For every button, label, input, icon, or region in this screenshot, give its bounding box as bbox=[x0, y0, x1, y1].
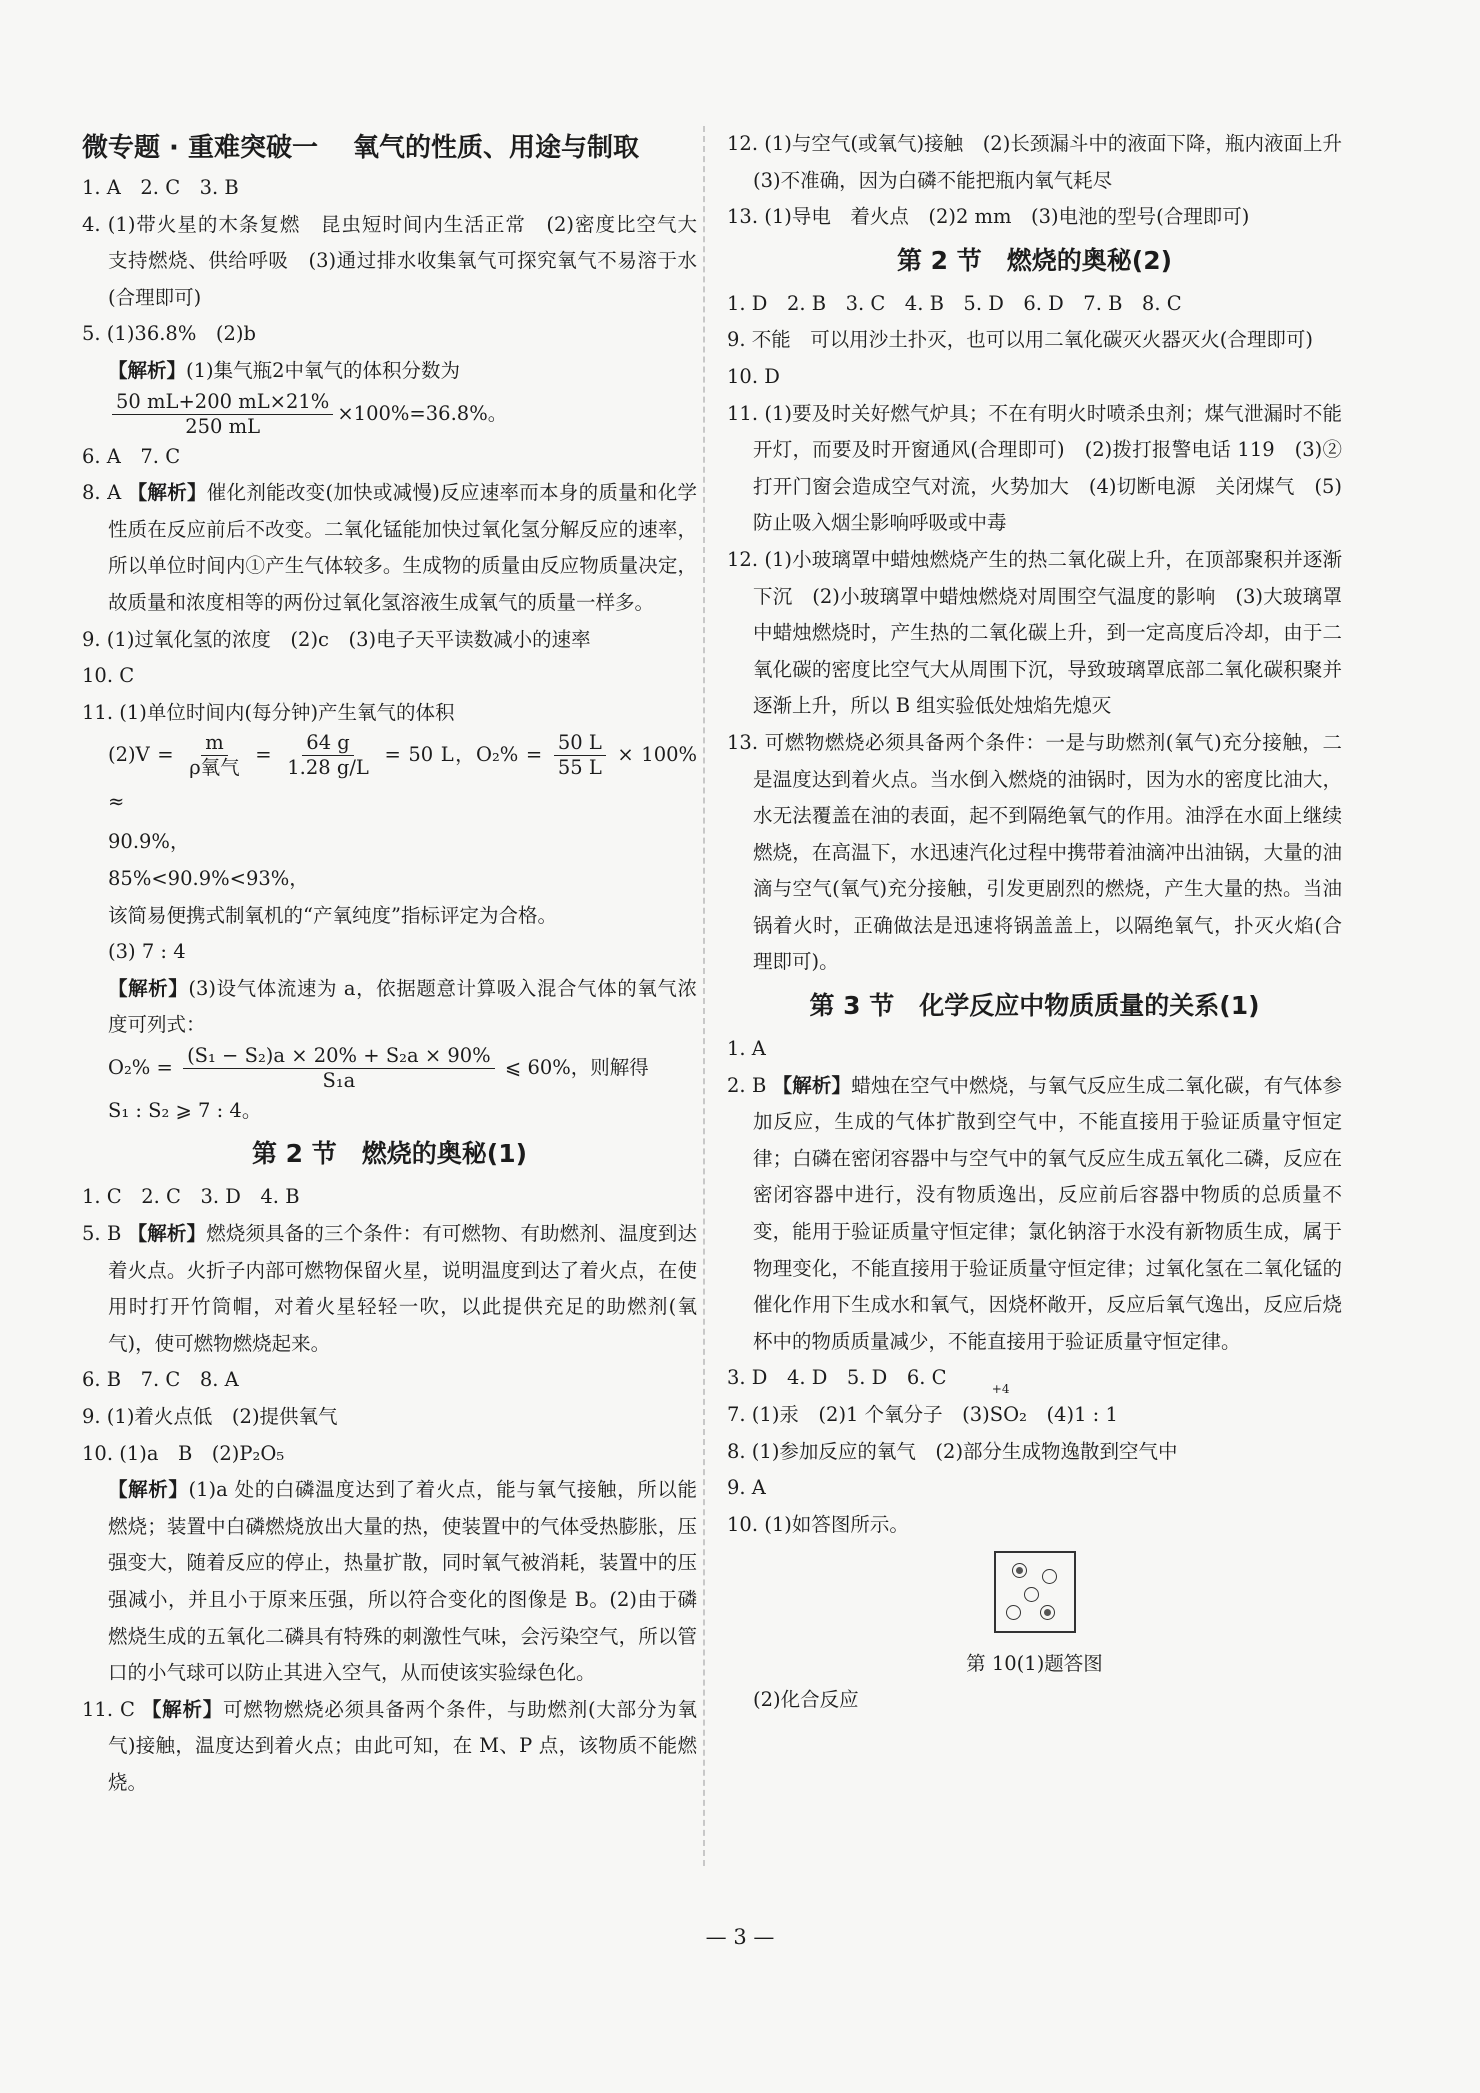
answer-text: 2. B bbox=[727, 1073, 767, 1097]
analysis-text: (3)设气体流速为 a，依据题意计算吸入混合气体的氧气浓度可列式： bbox=[108, 976, 697, 1037]
answer-q11-line: S₁ : S₂ ⩾ 7 : 4。 bbox=[108, 1098, 262, 1122]
answer-q5: 5. (1)36.8% (2)b bbox=[82, 322, 256, 346]
fraction-numerator: m bbox=[201, 731, 228, 756]
fraction-denominator: ρ氧气 bbox=[189, 756, 240, 780]
formula-text: O₂% = bbox=[108, 1055, 173, 1079]
answer-q9: 9. 不能 可以用沙土扑灭，也可以用二氧化碳灭火器灭火(合理即可) bbox=[727, 328, 1314, 352]
fraction-numerator: 50 mL+200 mL×21% bbox=[112, 390, 333, 415]
section-title-oxygen: 微专题 · 重难突破一 氧气的性质、用途与制取 bbox=[82, 133, 640, 163]
molecule-circle bbox=[1040, 1605, 1055, 1620]
fraction-numerator: (S₁ − S₂)a × 20% + S₂a × 90% bbox=[183, 1044, 495, 1069]
analysis-q10 bbox=[82, 1472, 697, 1692]
valence-formula bbox=[989, 1382, 1027, 1434]
answer-figure bbox=[727, 1551, 1342, 1682]
molecule-circle bbox=[1042, 1569, 1057, 1584]
formula-q5 bbox=[82, 390, 697, 439]
answer-text: 5. B bbox=[82, 1222, 122, 1246]
analysis-text: 蜡烛在空气中燃烧，与氧气反应生成二氧化碳，有气体参加反应，生成的气体扩散到空气中，不能直接用于验证质量守恒定律；白磷在密闭容器中与空气中的氧气反应生成五氧化二磷，反应在密闭容器中进行，没有物质逸出，反应前后容器中物质的总质量不变，能用于验证质量守恒定律；氯化钠溶于水没有新物质生成，属于物理变化，不能直接用于验证质量守恒定律；过氧化氢在二氧化锰的催化作用下生成水和氧气，因烧杯敞开，反应后氧气逸出，反应后烧杯中的物质质量减少，不能直接用于验证质量守恒定律。 bbox=[753, 1073, 1342, 1353]
answer-line: 1. C 2. C 3. D 4. B bbox=[82, 1185, 300, 1209]
fraction bbox=[112, 390, 333, 439]
answer-q4: 4. (1)带火星的木条复燃 昆虫短时间内生活正常 (2)密度比空气大 支持燃烧、供给呼吸 (3)通过排水收集氧气可探究氧气不易溶于水(合理即可) bbox=[82, 212, 717, 309]
analysis-text: 燃烧须具备的三个条件：有可燃物、有助燃剂、温度到达着火点。火折子内部可燃物保留火星，说明温度到达了着火点，在使用时打开竹筒帽，对着火星轻轻一吹，以此提供充足的助燃剂(氧气)，使可燃物燃烧起来。 bbox=[108, 1222, 697, 1355]
formula-tail: ×100%=36.8%。 bbox=[337, 401, 508, 425]
analysis-tag: 【解析】 bbox=[127, 1222, 207, 1246]
molecule-circle bbox=[1012, 1563, 1027, 1578]
answer-line: 6. A 7. C bbox=[82, 444, 181, 468]
fraction-numerator: 64 g bbox=[302, 731, 354, 756]
answer-line: 6. B 7. C 8. A bbox=[82, 1368, 239, 1392]
formula-q11-ratio bbox=[82, 1044, 697, 1093]
answer-q13: 13. (1)导电 着火点 (2)2 mm (3)电池的型号(合理即可) bbox=[727, 205, 1250, 229]
analysis-q11 bbox=[82, 971, 697, 1044]
left-column bbox=[82, 126, 717, 1802]
answer-q11-line: 该简易便携式制氧机的“产氧纯度”指标评定为合格。 bbox=[108, 903, 557, 927]
answer-q10: 10. C bbox=[82, 664, 135, 688]
fraction-denominator: 55 L bbox=[557, 756, 602, 780]
analysis-tag: 【解析】 bbox=[141, 1697, 224, 1721]
answer-q12: 12. (1)小玻璃罩中蜡烛燃烧产生的热二氧化碳上升，在顶部聚积并逐渐下沉 (2)小玻璃罩中蜡烛燃烧对周围空气温度的影响 (3)大玻璃罩中蜡烛燃烧时，产生热的二氧化碳上升，到一定高度后冷却，由于二氧化碳的密度比空气大从周围下沉，导致玻璃罩底部二氧化碳积聚并逐渐上升，所以 B 组实验低处烛焰先熄灭 bbox=[727, 547, 1342, 718]
column-divider bbox=[703, 126, 705, 1866]
answer-q11-1: 11. (1)单位时间内(每分钟)产生氧气的体积 bbox=[82, 700, 455, 724]
section-title-mass-relation: 第 3 节 化学反应中物质质量的关系(1) bbox=[809, 991, 1260, 1021]
chemical-formula: SO₂ bbox=[989, 1403, 1027, 1426]
fraction bbox=[185, 731, 243, 780]
valence-mark: +4 bbox=[991, 1382, 1010, 1396]
particle-diagram bbox=[994, 1551, 1076, 1633]
answer-text: 8. A bbox=[82, 481, 122, 505]
analysis-text: 催化剂能改变(加快或减慢)反应速率而本身的质量和化学性质在反应前后不改变。二氧化锰能加快过氧化氢分解反应的速率，所以单位时间内①产生气体较多。生成物的质量由反应物质量决定，故质量和浓度相等的两份过氧化氢溶液生成氧气的质量一样多。 bbox=[108, 481, 697, 614]
answer-q11-line: 85%<90.9%<93%， bbox=[108, 866, 309, 890]
answer-q10: 10. (1)a B (2)P₂O₅ bbox=[82, 1441, 285, 1465]
answer-q10-2: (2)化合反应 bbox=[753, 1687, 859, 1711]
analysis-text: (1)集气瓶2中氧气的体积分数为 bbox=[186, 358, 461, 382]
figure-caption: 第 10(1)题答图 bbox=[966, 1651, 1103, 1675]
fraction-numerator: 50 L bbox=[554, 731, 606, 756]
analysis-text: 可燃物燃烧必须具备两个条件，与助燃剂(大部分为氧气)接触，温度达到着火点；由此可知，在 M、P 点，该物质不能燃烧。 bbox=[108, 1697, 697, 1794]
fraction-denominator: 250 mL bbox=[185, 414, 261, 438]
answer-q11-line: 90.9%， bbox=[108, 830, 190, 854]
answer-q11-line: (3) 7 : 4 bbox=[108, 940, 186, 964]
answer-q10: 10. D bbox=[727, 364, 780, 388]
analysis-q5 bbox=[82, 353, 697, 390]
answer-line: 1. A 2. C 3. B bbox=[82, 176, 239, 199]
section-title-combustion-2: 第 2 节 燃烧的奥秘(2) bbox=[896, 245, 1173, 275]
answer-q10: 10. (1)如答图所示。 bbox=[727, 1512, 909, 1536]
analysis-tag: 【解析】 bbox=[108, 358, 187, 382]
answer-q11 bbox=[82, 1692, 697, 1802]
answer-q8 bbox=[82, 475, 697, 621]
formula-text: (2)V = bbox=[108, 743, 174, 767]
analysis-tag: 【解析】 bbox=[127, 481, 207, 505]
fraction bbox=[183, 1044, 495, 1093]
analysis-text: (1)a 处的白磷温度达到了着火点，能与氧气接触，所以能燃烧；装置中白磷燃烧放出大量的热，使装置中的气体受热膨胀，压强变大，随着反应的停止，热量扩散，同时氧气被消耗，装置中的压强减小，并且小于原来压强，所以符合变化的图像是 B。(2)由于磷燃烧生成的五氧化二磷具有特殊的刺激性气味，会污染空气，所以管口的小气球可以防止其进入空气，从而使该实验绿色化。 bbox=[108, 1478, 697, 1685]
answer-q2 bbox=[727, 1068, 1342, 1361]
analysis-tag: 【解析】 bbox=[108, 1478, 189, 1502]
formula-q11-volume bbox=[82, 731, 697, 824]
fraction-denominator: 1.28 g/L bbox=[287, 756, 369, 780]
answer-q11: 11. (1)要及时关好燃气炉具；不在有明火时喷杀虫剂；煤气泄漏时不能开灯，而要及时开窗通风(合理即可) (2)拨打报警电话 119 (3)② 打开门窗会造成空气对流，火势加大 (4)切断电源 关闭煤气 (5)防止吸入烟尘影响呼吸或中毒 bbox=[727, 401, 1362, 535]
formula-text: = bbox=[255, 743, 272, 767]
answer-q9: 9. (1)过氧化氢的浓度 (2)c (3)电子天平读数减小的速率 bbox=[82, 627, 591, 651]
section-title-combustion-1: 第 2 节 燃烧的奥秘(1) bbox=[251, 1139, 528, 1169]
right-column bbox=[727, 126, 1362, 1719]
analysis-tag: 【解析】 bbox=[108, 976, 189, 1000]
answer-q9: 9. A bbox=[727, 1476, 766, 1500]
fraction bbox=[283, 731, 373, 780]
answer-text: (4)1 : 1 bbox=[1026, 1403, 1118, 1426]
answer-line: 3. D 4. D 5. D 6. C bbox=[727, 1366, 947, 1390]
answer-q7 bbox=[727, 1382, 1342, 1434]
answer-q12: 12. (1)与空气(或氧气)接触 (2)长颈漏斗中的液面下降，瓶内液面上升 (3)不准确，因为白磷不能把瓶内氧气耗尽 bbox=[727, 132, 1362, 192]
page-number: — 3 — bbox=[705, 1925, 775, 1949]
fraction-denominator: S₁a bbox=[322, 1068, 356, 1092]
answer-text: 7. (1)汞 (2)1 个氧分子 (3) bbox=[727, 1403, 990, 1426]
formula-text: ⩽ 60%，则解得 bbox=[504, 1055, 649, 1079]
answer-text: 11. C bbox=[82, 1697, 135, 1721]
answer-q1: 1. A bbox=[727, 1037, 766, 1061]
molecule-circle bbox=[1024, 1587, 1039, 1602]
formula-text: × 100% ≈ bbox=[108, 743, 698, 814]
formula-text: = 50 L，O₂% = bbox=[384, 743, 543, 767]
answer-q13: 13. 可燃物燃烧必须具备两个条件：一是与助燃剂(氧气)充分接触，二是温度达到着火点。当水倒入燃烧的油锅时，因为水的密度比油大，水无法覆盖在油的表面，起不到隔绝氧气的作用。油浮在水面上继续燃烧，在高温下，水迅速汽化过程中携带着油滴冲出油锅，大量的油滴与空气(氧气)充分接触，引发更剧烈的燃烧，产生大量的热。当油锅着火时，正确做法是迅速将锅盖盖上，以隔绝氧气，扑灭火焰(合理即可)。 bbox=[727, 730, 1342, 974]
fraction bbox=[554, 731, 606, 780]
answer-q9: 9. (1)着火点低 (2)提供氧气 bbox=[82, 1405, 338, 1429]
answer-q5 bbox=[82, 1216, 697, 1362]
answer-q8: 8. (1)参加反应的氧气 (2)部分生成物逸散到空气中 bbox=[727, 1439, 1178, 1463]
molecule-circle bbox=[1006, 1605, 1021, 1620]
analysis-tag: 【解析】 bbox=[772, 1073, 852, 1097]
answer-line: 1. D 2. B 3. C 4. B 5. D 6. D 7. B 8. C bbox=[727, 291, 1182, 315]
